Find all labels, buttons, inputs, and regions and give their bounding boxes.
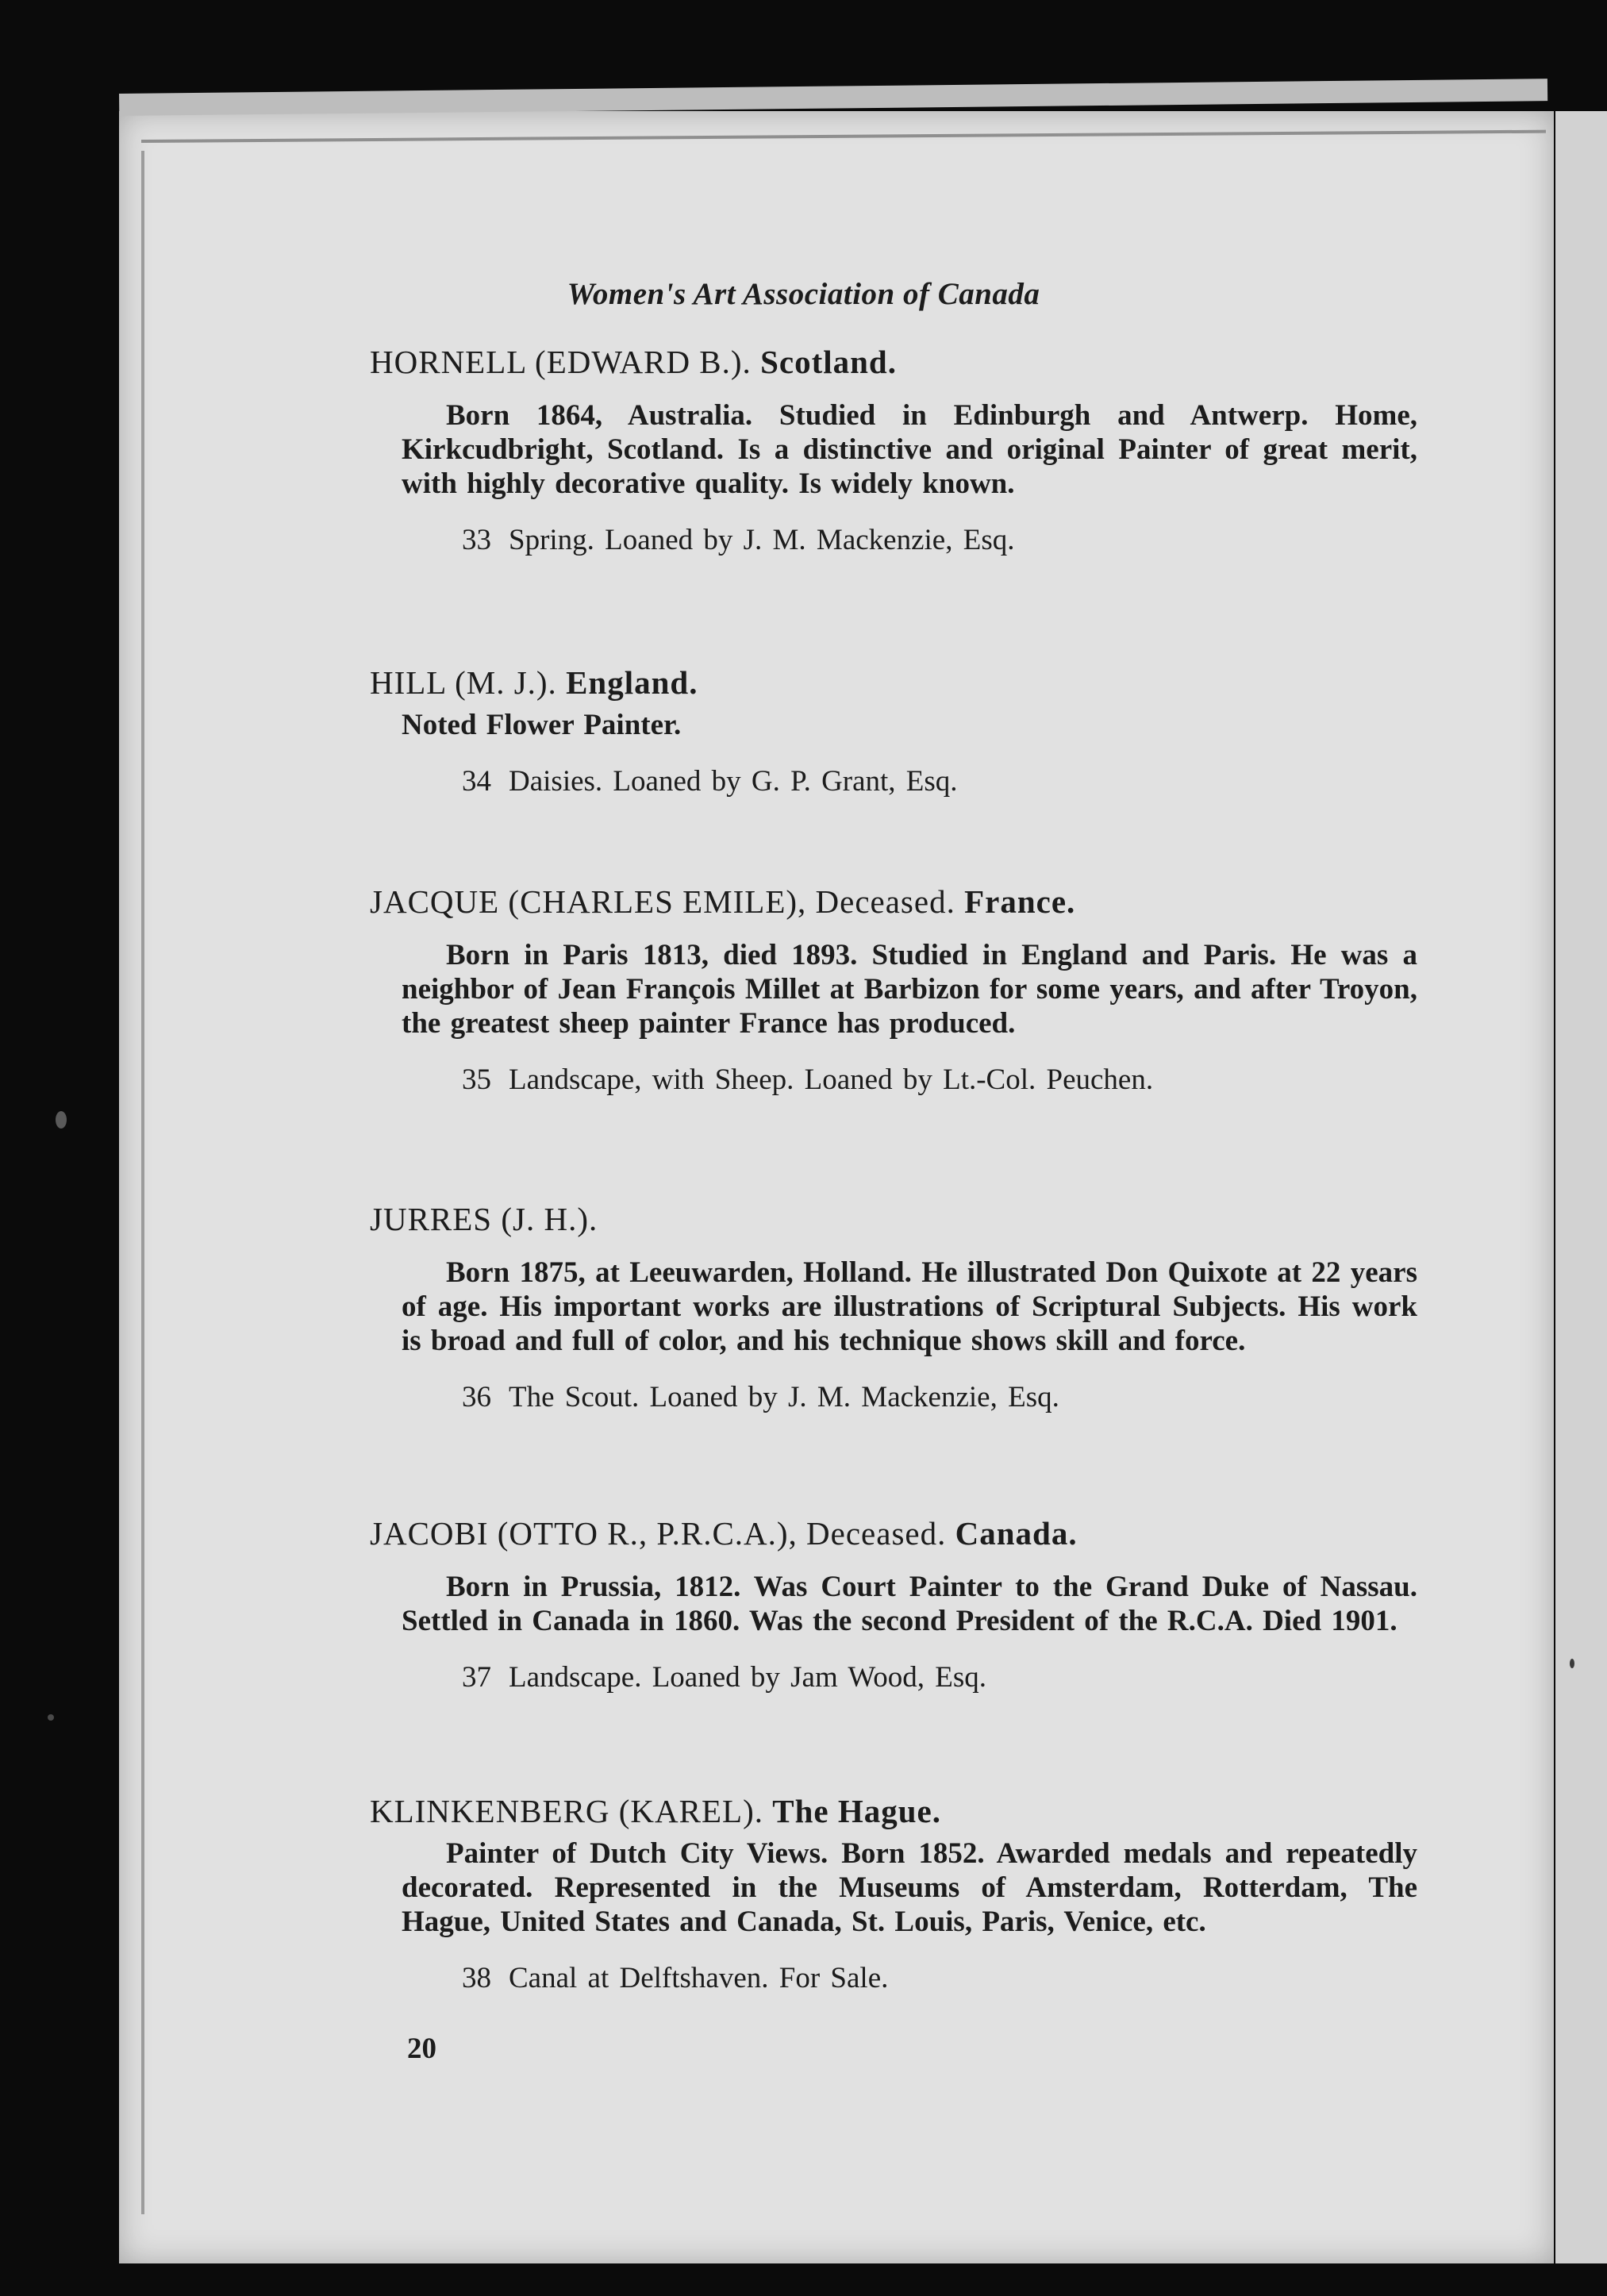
catalogue-item [370, 1660, 1417, 1694]
item-text: The Scout. Loaned by J. M. Mackenzie, Esq. [509, 1381, 1059, 1413]
item-text: Canal at Delftshaven. For Sale. [509, 1962, 889, 1994]
item-number: 35 [462, 1063, 491, 1096]
catalogue-item [370, 523, 1417, 557]
entry-heading [370, 663, 1417, 702]
artist-bio: Born 1864, Australia. Studied in Edinburgh and Antwerp. Home, Kirkcudbright, Scotland. Is a distinctive and original Painter of great merit, with highly decorative quality. Is widely known. [402, 399, 1417, 500]
entry-heading [370, 343, 1417, 381]
artist-bio: Painter of Dutch City Views. Born 1852. Awarded medals and repeatedly decorated. Represented in the Museums of Amsterdam, Rotterdam, The Hague, United States and Canada, St. Louis, Paris, Venice, etc. [402, 1837, 1417, 1938]
page-top-edge [119, 79, 1547, 116]
item-text: Landscape, with Sheep. Loaned by Lt.-Col. Peuchen. [509, 1063, 1154, 1096]
artist-name: JACQUE (CHARLES EMILE), Deceased. [370, 883, 955, 920]
artist-country: Scotland. [760, 344, 897, 380]
artist-bio: Noted Flower Painter. [402, 709, 682, 741]
catalogue-item [370, 1063, 1417, 1097]
artist-entry-hill [370, 663, 1417, 798]
artist-name: HORNELL (EDWARD B.). [370, 344, 752, 380]
artist-entry-hornell [370, 343, 1417, 557]
entry-heading [370, 883, 1417, 921]
artist-bio: Born in Prussia, 1812. Was Court Painter to the Grand Duke of Nassau. Settled in Canada in 1860. Was the second President of the R.C.A. Died 1901. [402, 1571, 1417, 1637]
running-head: Women's Art Association of Canada [567, 277, 1040, 311]
artist-country: England. [566, 664, 698, 701]
artist-bio: Born in Paris 1813, died 1893. Studied in England and Paris. He was a neighbor of Jean François Millet at Barbizon for some years, and after Troyon, the greatest sheep painter France has produced. [402, 939, 1417, 1040]
page-number: 20 [407, 2033, 436, 2065]
artist-name: JACOBI (OTTO R., P.R.C.A.), Deceased. [370, 1515, 947, 1552]
page-border-left [141, 151, 144, 2214]
item-number: 34 [462, 765, 491, 798]
artist-bio: Born 1875, at Leeuwarden, Holland. He illustrated Don Quixote at 22 years of age. His important works are illustrations of Scriptural Subjects. His work is broad and full of color, and his technique shows skill and force. [402, 1256, 1417, 1357]
scan-speck [48, 1714, 54, 1721]
artist-name: JURRES (J. H.). [370, 1201, 598, 1237]
catalogue-item [370, 764, 1417, 798]
scan-speck [1570, 1659, 1574, 1668]
artist-country: The Hague. [772, 1793, 941, 1829]
entry-heading [370, 1514, 1417, 1552]
item-number: 33 [462, 524, 491, 556]
artist-country: France. [964, 883, 1076, 920]
artist-entry-jurres [370, 1200, 1417, 1414]
item-text: Daisies. Loaned by G. P. Grant, Esq. [509, 765, 958, 798]
entry-heading [370, 1200, 1417, 1238]
artist-entry-jacque [370, 883, 1417, 1097]
artist-name: KLINKENBERG (KAREL). [370, 1793, 763, 1829]
artist-country: Canada. [955, 1515, 1078, 1552]
scan-speck [56, 1111, 67, 1129]
artist-entry-klinkenberg [370, 1792, 1417, 1995]
item-text: Landscape. Loaned by Jam Wood, Esq. [509, 1661, 987, 1694]
catalogue-item [370, 1380, 1417, 1414]
facing-page-edge [1555, 111, 1607, 2263]
item-text: Spring. Loaned by J. M. Mackenzie, Esq. [509, 524, 1015, 556]
catalogue-item [370, 1961, 1417, 1995]
item-number: 37 [462, 1661, 491, 1694]
entry-heading [370, 1792, 1417, 1830]
artist-entry-jacobi [370, 1514, 1417, 1694]
item-number: 36 [462, 1381, 491, 1413]
item-number: 38 [462, 1962, 491, 1994]
artist-name: HILL (M. J.). [370, 664, 557, 701]
